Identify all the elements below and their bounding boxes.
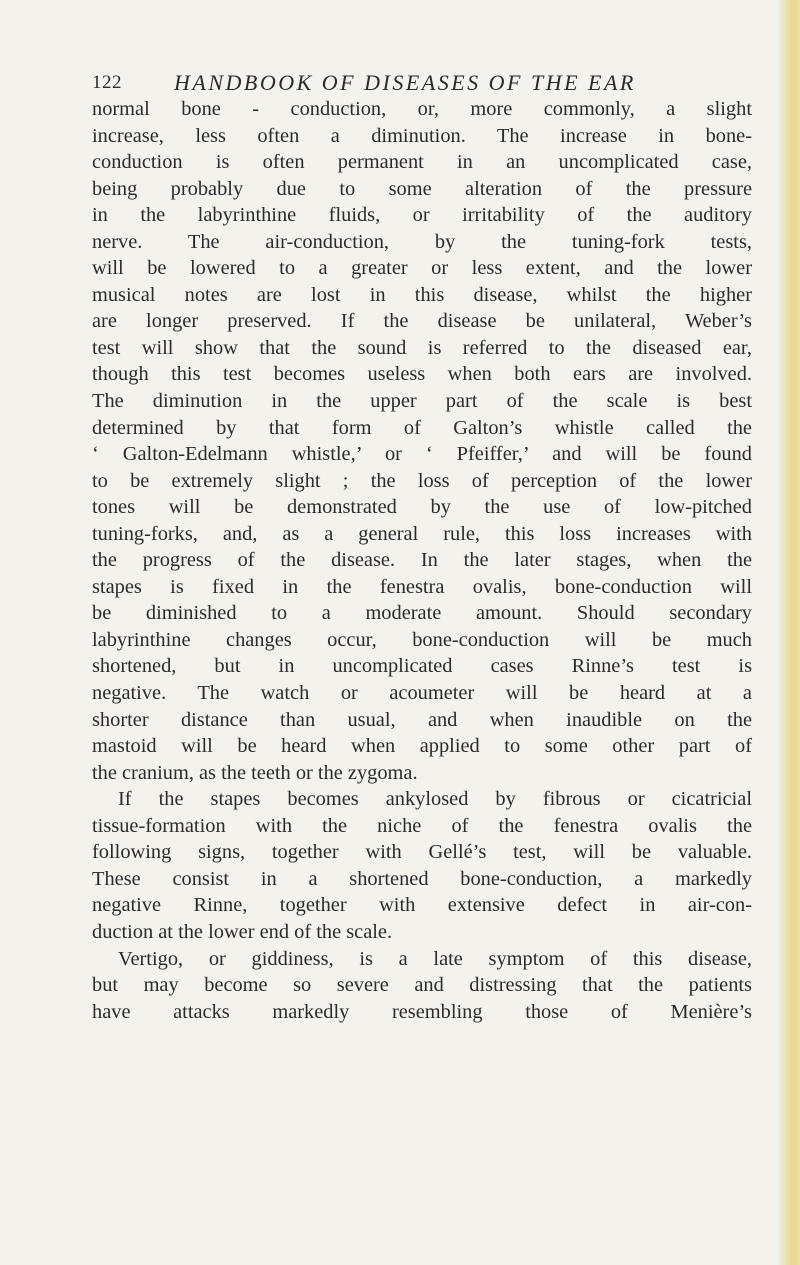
text-line: increase, less often a diminution. The increase in bone- xyxy=(92,124,752,147)
text-line: mastoid will be heard when applied to some other part of xyxy=(92,735,752,758)
text-line: in the labyrinthine fluids, or irritability of the auditory xyxy=(92,204,752,227)
paragraph-start-line: If the stapes becomes ankylosed by fibrous or cicatricial xyxy=(118,788,752,811)
text-line: shorter distance than usual, and when inaudible on the xyxy=(92,708,752,731)
text-line: The diminution in the upper part of the scale is best xyxy=(92,390,752,413)
text-line: shortened, but in uncomplicated cases Rinne’s test is xyxy=(92,655,752,678)
text-line: are longer preserved. If the disease be unilateral, Weber’s xyxy=(92,310,752,333)
text-line: tuning-forks, and, as a general rule, this loss increases with xyxy=(92,522,752,545)
page-edge xyxy=(778,0,800,1265)
body-text xyxy=(92,96,752,1025)
page-number: 122 xyxy=(92,72,122,93)
text-line: tones will be demonstrated by the use of low-pitched xyxy=(92,496,752,519)
running-head: HANDBOOK OF DISEASES OF THE EAR xyxy=(174,70,636,95)
text-line: tissue-formation with the niche of the fenestra ovalis the xyxy=(92,814,752,837)
text-line: though this test becomes useless when both ears are involved. xyxy=(92,363,752,386)
paragraph-start-line: Vertigo, or giddiness, is a late symptom of this disease, xyxy=(118,947,752,970)
text-line: be diminished to a moderate amount. Should secondary xyxy=(92,602,752,625)
text-line: negative Rinne, together with extensive defect in air-con- xyxy=(92,894,752,917)
text-line: normal bone - conduction, or, more commonly, a slight xyxy=(92,98,752,120)
text-line: determined by that form of Galton’s whistle called the xyxy=(92,416,752,439)
text-line: test will show that the sound is referred to the diseased ear, xyxy=(92,336,752,359)
text-line: conduction is often permanent in an uncomplicated case, xyxy=(92,151,752,174)
text-line: following signs, together with Gellé’s test, will be valuable. xyxy=(92,841,752,864)
text-line: being probably due to some alteration of the pressure xyxy=(92,177,752,200)
text-line: ‘ Galton-Edelmann whistle,’ or ‘ Pfeiffer,’ and will be found xyxy=(92,443,752,466)
text-line: the progress of the disease. In the later stages, when the xyxy=(92,549,752,572)
text-line: will be lowered to a greater or less extent, and the lower xyxy=(92,257,752,280)
text-line: These consist in a shortened bone-conduction, a markedly xyxy=(92,867,752,890)
text-line: musical notes are lost in this disease, whilst the higher xyxy=(92,283,752,306)
text-line: nerve. The air-conduction, by the tuning-fork tests, xyxy=(92,230,752,253)
text-line: duction at the lower end of the scale. xyxy=(92,920,393,943)
text-line: to be extremely slight ; the loss of perception of the lower xyxy=(92,469,752,492)
text-line: labyrinthine changes occur, bone-conduction will be much xyxy=(92,628,752,651)
text-line: but may become so severe and distressing that the patients xyxy=(92,974,752,997)
text-line: have attacks markedly resembling those of Menière’s xyxy=(92,1000,752,1023)
text-line: negative. The watch or acoumeter will be heard at a xyxy=(92,682,752,705)
text-line: the cranium, as the teeth or the zygoma. xyxy=(92,761,418,784)
text-line: stapes is fixed in the fenestra ovalis, bone-conduction will xyxy=(92,575,752,598)
